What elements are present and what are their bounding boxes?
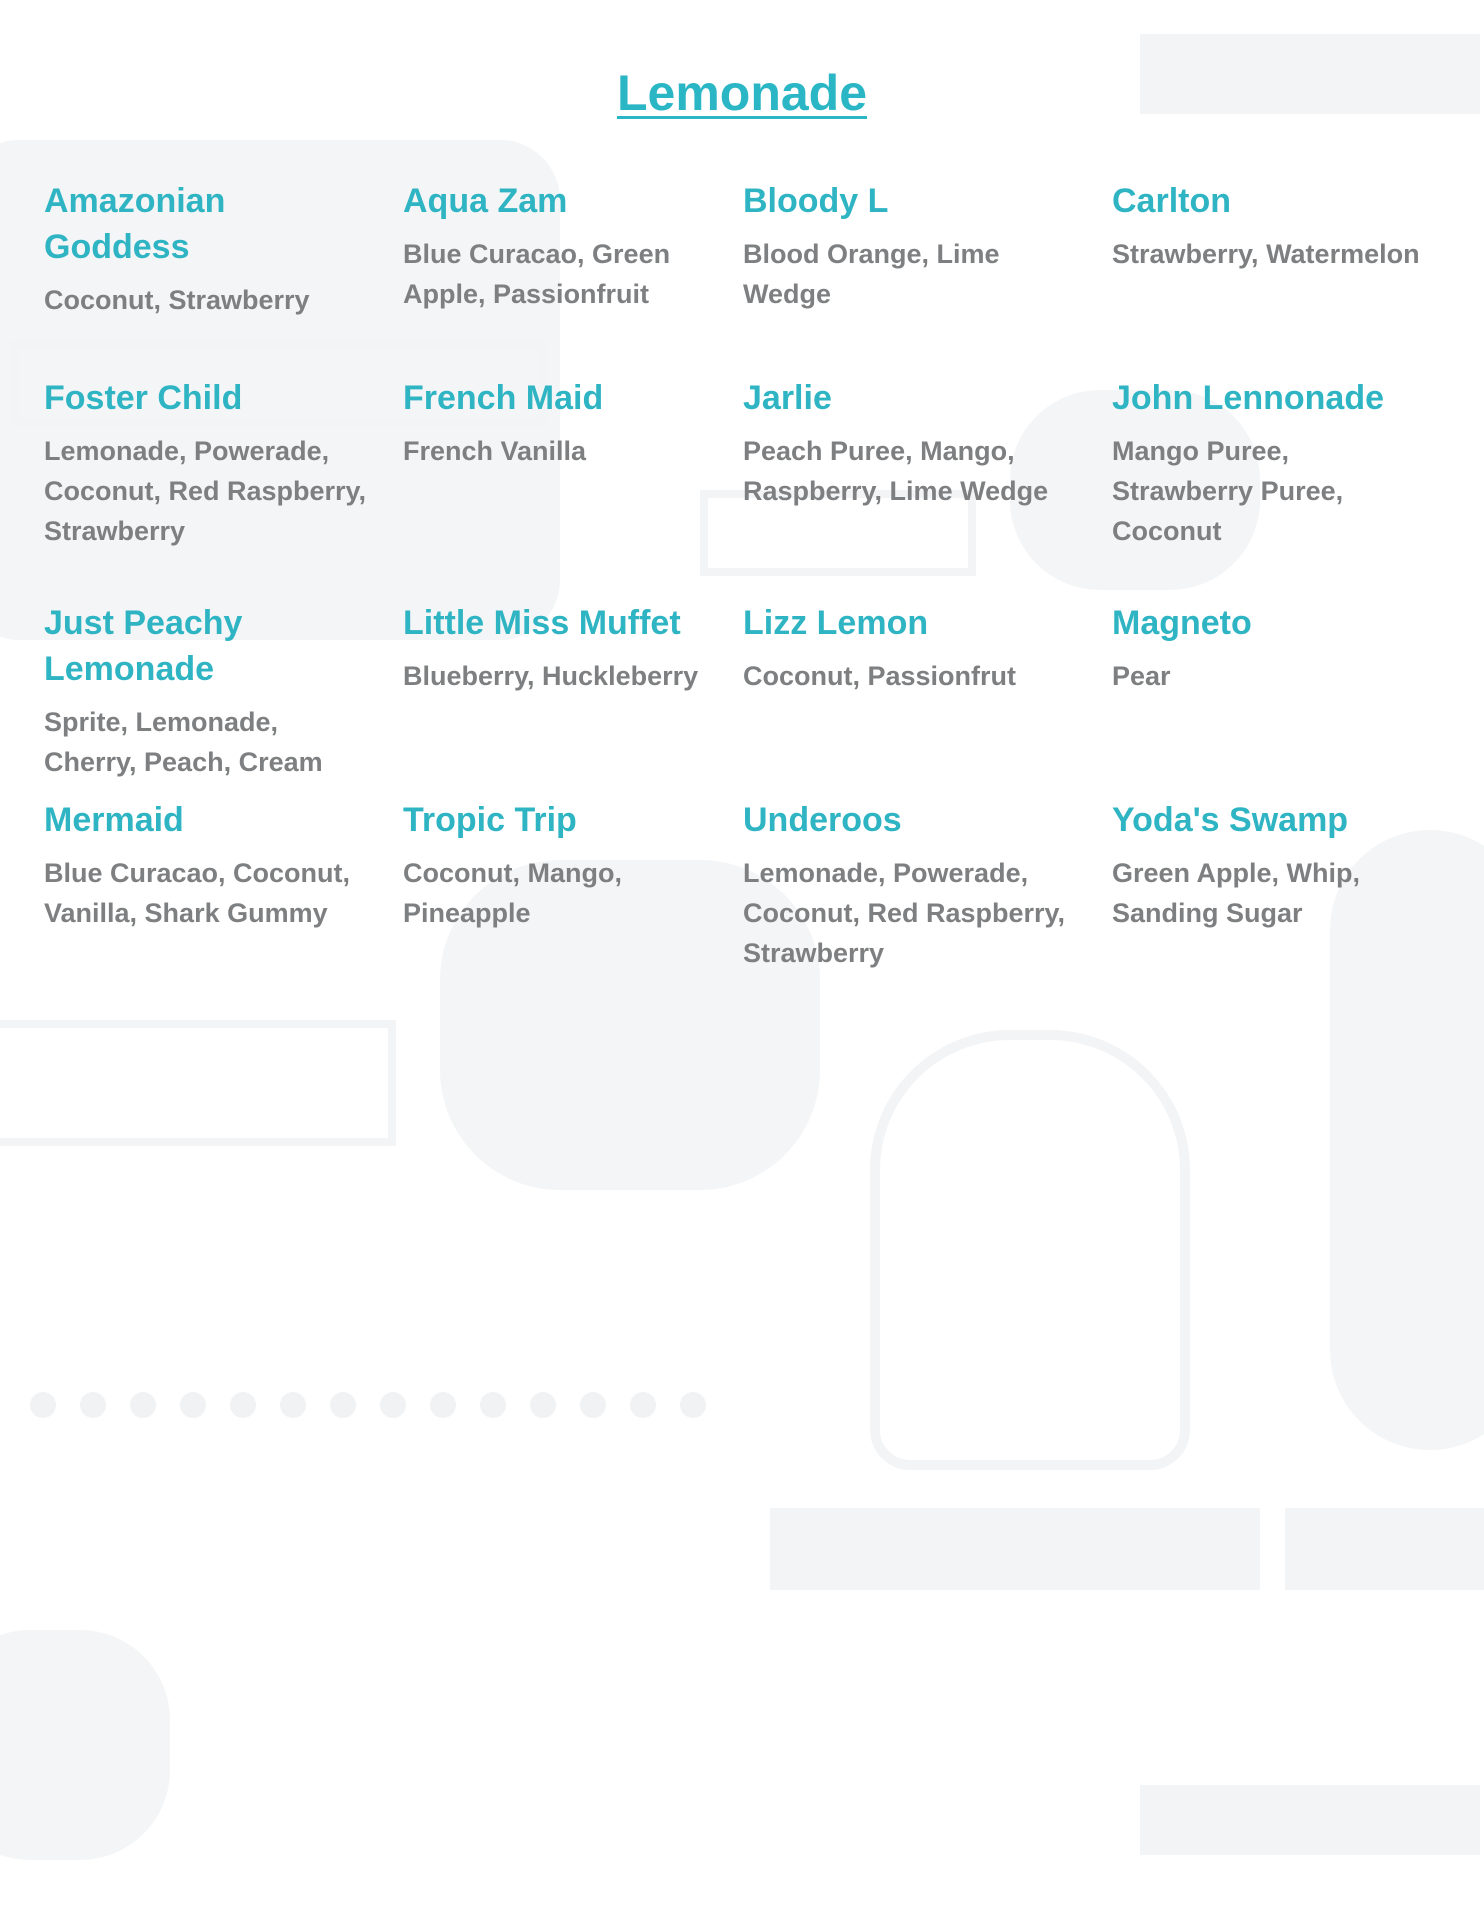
drink-item — [44, 178, 374, 320]
drink-name: Yoda's Swamp — [1112, 801, 1349, 839]
drink-item — [44, 600, 344, 782]
drink-name: French Maid — [403, 379, 604, 417]
drink-name: Aqua Zam — [403, 182, 568, 220]
drink-name: Jarlie — [743, 379, 832, 417]
drink-ingredients: Mango Puree, Strawberry Puree, Coconut — [1112, 436, 1344, 546]
drink-name: Bloody L — [743, 182, 889, 220]
drink-ingredients: Sprite, Lemonade, Cherry, Peach, Cream — [44, 707, 323, 777]
drink-item — [1112, 375, 1412, 551]
drink-name: Carlton — [1112, 182, 1231, 220]
bg-banner-shape — [1285, 1508, 1484, 1590]
bg-banner-shape — [1140, 1785, 1480, 1855]
drink-item — [1112, 600, 1412, 696]
drink-item — [44, 797, 384, 933]
drink-ingredients: Strawberry, Watermelon — [1112, 239, 1420, 269]
drink-name: John Lennonade — [1112, 379, 1384, 417]
drink-item — [44, 375, 384, 551]
drink-ingredients: Coconut, Mango, Pineapple — [403, 858, 622, 928]
drink-item — [743, 375, 1073, 511]
drink-ingredients: Blueberry, Huckleberry — [403, 661, 699, 691]
drink-ingredients: Peach Puree, Mango, Raspberry, Lime Wedge — [743, 436, 1049, 506]
drink-item — [743, 600, 1083, 696]
drink-ingredients: Coconut, Passionfrut — [743, 661, 1017, 691]
drink-item — [403, 178, 723, 314]
drink-item — [743, 797, 1083, 973]
bg-outline-box — [0, 1020, 396, 1146]
drink-name: Tropic Trip — [403, 801, 577, 839]
bg-banner-shape — [770, 1508, 1260, 1590]
drink-ingredients: French Vanilla — [403, 436, 587, 466]
drink-ingredients: Green Apple, Whip, Sanding Sugar — [1112, 858, 1361, 928]
drink-name: Just Peachy Lemonade — [44, 604, 243, 688]
drink-ingredients: Blue Curacao, Coconut, Vanilla, Shark Gummy — [44, 858, 351, 928]
drink-name: Underoos — [743, 801, 902, 839]
drink-ingredients: Lemonade, Powerade, Coconut, Red Raspberry, Strawberry — [44, 436, 367, 546]
drink-name: Lizz Lemon — [743, 604, 929, 642]
bg-blob-shape — [0, 1630, 170, 1860]
drink-ingredients: Blood Orange, Lime Wedge — [743, 239, 1000, 309]
drink-ingredients: Coconut, Strawberry — [44, 285, 310, 315]
drink-ingredients: Lemonade, Powerade, Coconut, Red Raspberry, Strawberry — [743, 858, 1066, 968]
bg-hand-shape — [870, 1030, 1190, 1470]
drink-name: Magneto — [1112, 604, 1252, 642]
drink-name: Amazonian Goddess — [44, 182, 226, 266]
bg-dot-row — [30, 1392, 706, 1418]
drink-item — [743, 178, 1043, 314]
drink-item — [403, 600, 743, 696]
drink-name: Little Miss Muffet — [403, 604, 681, 642]
drink-name: Mermaid — [44, 801, 184, 839]
drink-item — [1112, 797, 1412, 933]
drink-ingredients: Blue Curacao, Green Apple, Passionfruit — [403, 239, 671, 309]
drink-name: Foster Child — [44, 379, 243, 417]
drink-item — [403, 797, 683, 933]
drink-item — [1112, 178, 1472, 274]
drink-ingredients: Pear — [1112, 661, 1171, 691]
page-title: Lemonade — [616, 65, 868, 121]
drink-item — [403, 375, 723, 471]
